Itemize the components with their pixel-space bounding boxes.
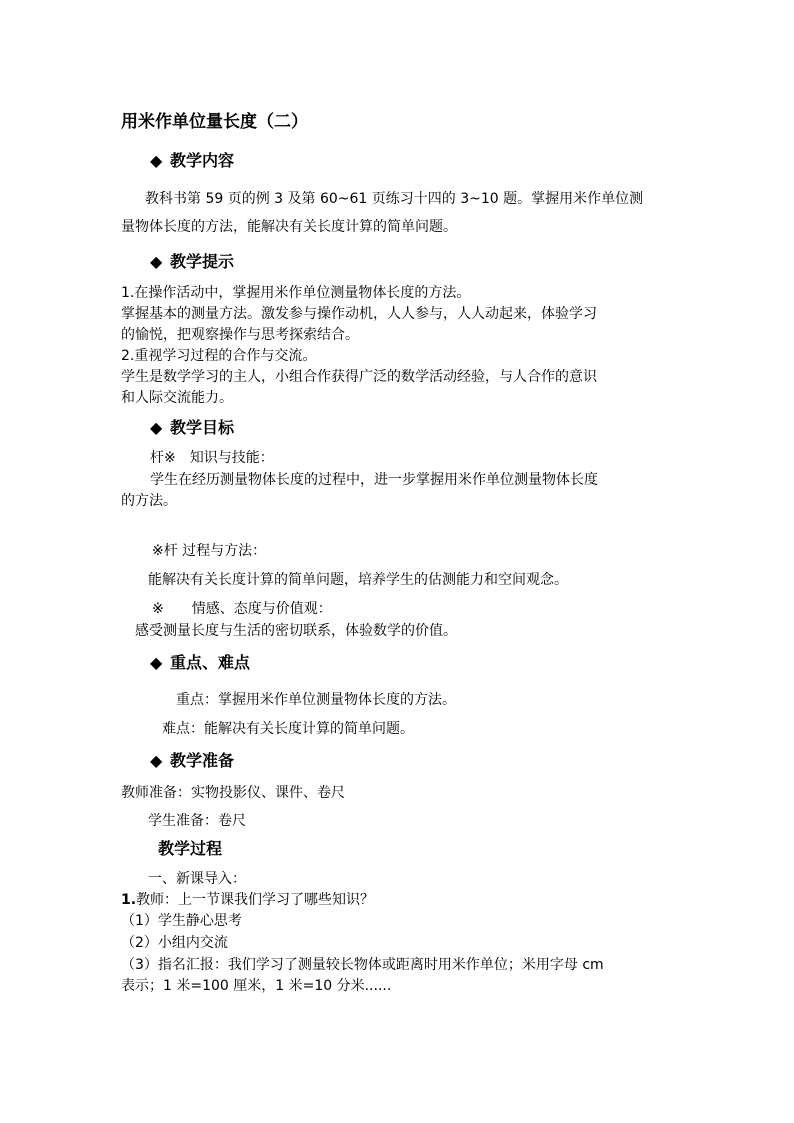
heading-goals	[150, 415, 234, 438]
process-question	[121, 889, 374, 909]
hint-line: 2.重视学习过程的合作与交流。	[121, 348, 317, 364]
goal-1-line: 学生在经历测量物体长度的过程中，进一步掌握用米作单位测量物体长度	[150, 472, 598, 488]
heading-process: 教学过程	[158, 839, 223, 858]
heading-content-text: 教学内容	[170, 151, 235, 170]
hint-line: 和人际交流能力。	[121, 390, 233, 406]
heading-content	[150, 148, 234, 171]
teacher-prep-line: 教师准备：实物投影仪、课件、卷尺	[121, 785, 345, 801]
goal-1-line: 的方法。	[121, 493, 177, 509]
diamond-bullet-icon: ◆	[150, 653, 163, 672]
process-step: （2）小组内交流	[121, 935, 228, 951]
process-step: （1）学生静心思考	[121, 913, 242, 929]
content-line: 量物体长度的方法，能解决有关长度计算的简单问题。	[121, 219, 457, 235]
student-prep-line: 学生准备：卷尺	[148, 813, 246, 829]
heading-key	[150, 650, 250, 673]
goal-3-line: 感受测量长度与生活的密切联系，体验数学的价值。	[135, 623, 457, 639]
page-title: 用米作单位量长度（二）	[121, 112, 308, 132]
diamond-bullet-icon: ◆	[150, 151, 163, 170]
goal-2-label: ※杆 过程与方法：	[152, 543, 267, 559]
process-question-text: 教师：上一节课我们学习了哪些知识？	[136, 892, 375, 908]
goal-2-line: 能解决有关长度计算的简单问题，培养学生的估测能力和空间观念。	[148, 572, 568, 588]
hint-line: 掌握基本的测量方法。激发参与操作动机，人人参与，人人动起来，体验学习	[121, 306, 597, 322]
process-intro: 一、新课导入：	[148, 871, 246, 887]
process-question-number: 1.	[121, 892, 137, 908]
diamond-bullet-icon: ◆	[150, 418, 163, 437]
goal-1-label: 杆※ 知识与技能：	[150, 450, 274, 466]
difficult-point-line: 难点：能解决有关长度计算的简单问题。	[162, 721, 414, 737]
diamond-bullet-icon: ◆	[150, 751, 163, 770]
heading-prep-text: 教学准备	[170, 751, 235, 770]
heading-hints	[150, 249, 234, 272]
process-step: 表示；1 米=100 厘米，1 米=10 分米......	[121, 978, 392, 994]
process-step: （3）指名汇报：我们学习了测量较长物体或距离时用米作单位；米用字母 cm	[121, 957, 604, 973]
heading-key-text: 重点、难点	[170, 653, 251, 672]
goal-3-label: ※ 情感、态度与价值观：	[152, 601, 332, 617]
heading-hints-text: 教学提示	[170, 252, 235, 271]
hint-line: 的愉悦，把观察操作与思考探索结合。	[121, 327, 359, 343]
content-line: 教科书第 59 页的例 3 及第 60~61 页练习十四的 3~10 题。掌握用米作单位测	[145, 191, 644, 207]
hint-line: 1.在操作活动中，掌握用米作单位测量物体长度的方法。	[121, 285, 471, 301]
key-point-line: 重点：掌握用米作单位测量物体长度的方法。	[176, 692, 456, 708]
heading-goals-text: 教学目标	[170, 418, 235, 437]
diamond-bullet-icon: ◆	[150, 252, 163, 271]
hint-line: 学生是数学学习的主人，小组合作获得广泛的数学活动经验，与人合作的意识	[121, 369, 597, 385]
heading-prep	[150, 748, 234, 771]
